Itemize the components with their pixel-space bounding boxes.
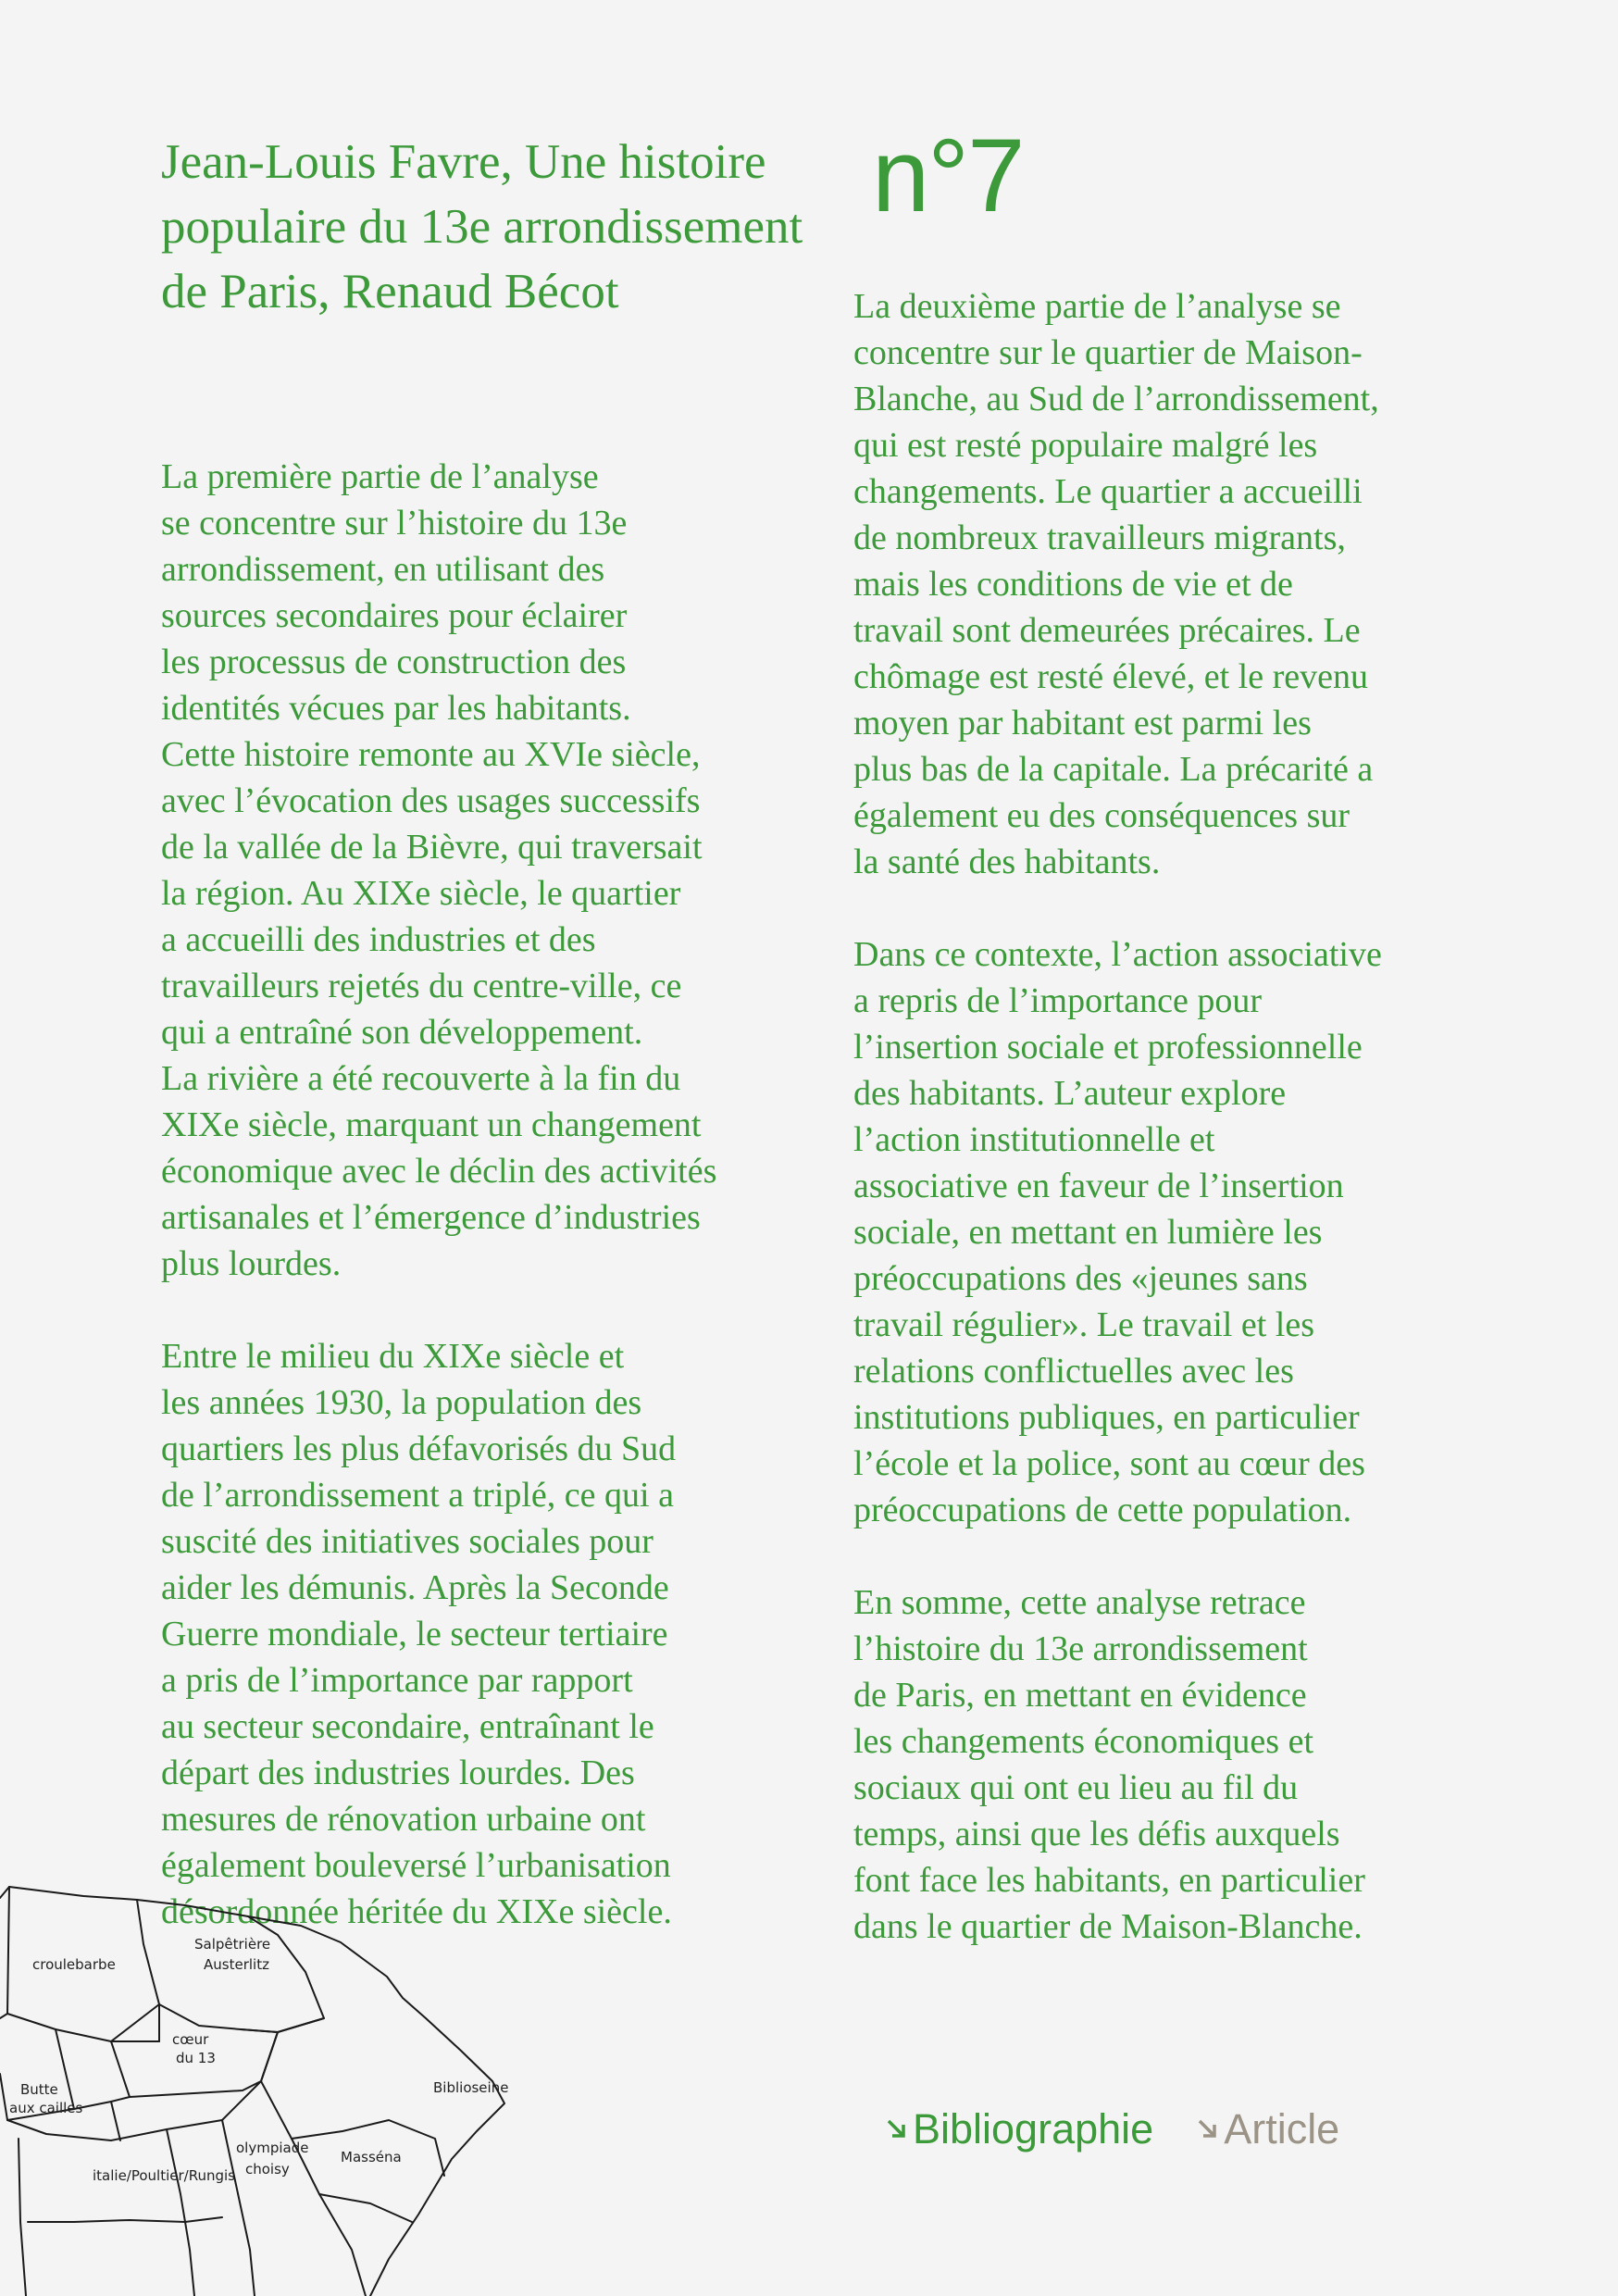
issue-number: n°7 xyxy=(872,118,1024,233)
navigation-links xyxy=(885,2102,1339,2157)
map-label-bibliotheque: Biblioseine xyxy=(433,2079,509,2096)
left-column xyxy=(161,454,828,1981)
arrow-down-right-icon xyxy=(1196,2117,1220,2141)
arrow-down-right-icon xyxy=(885,2117,909,2141)
paragraph: La première partie de l’analyse se concentre sur l’histoire du 13e arrondissement, en utilisant des sources secondaires pour éclairer les processus de construction des identités vécues par les habitants. Cette histoire remonte au XVIe siècle, avec l’évocation des usages successifs de la vallée de la Bièvre, qui traversait la région. Au XIXe siècle, le quartier a accueilli des industries et des travailleurs rejetés du centre-ville, ce qui a entraîné son développement. La rivière a été recouverte à la fin du XIXe siècle, marquant un changement économique avec le déclin des activités artisanales et l’émergence d’industries plus lourdes. xyxy=(161,457,717,1283)
paragraph: Entre le milieu du XIXe siècle et les années 1930, la population des quartiers les plus défavorisés du Sud de l’arrondissement a triplé, ce qui a suscité des initiatives sociales pour aider les démunis. Après la Seconde Guerre mondiale, le secteur tertiaire a pris de l’importance par rapport au secteur secondaire, entraînant le départ des industries lourdes. Des mesures de rénovation urbaine ont également bouleversé l’urbanisation désordonnée héritée du XIXe siècle. xyxy=(161,1337,677,1931)
map-label-du13: du 13 xyxy=(176,2050,216,2066)
article-label: Article xyxy=(1224,2105,1340,2152)
map-label-massena: Masséna xyxy=(341,2149,402,2165)
map-label-coeur: cœur xyxy=(172,2031,209,2048)
bibliographie-link[interactable] xyxy=(885,2102,1153,2157)
article-link[interactable] xyxy=(1196,2102,1339,2157)
map-label-olympiade: olympiade xyxy=(236,2140,309,2156)
district-map-sketch xyxy=(0,1787,518,2296)
bibliographie-label: Bibliographie xyxy=(913,2105,1154,2152)
paragraph: En somme, cette analyse retrace l’histoire du 13e arrondissement de Paris, en mettant en évidence les changements économiques et sociaux qui ont eu lieu au fil du temps, ainsi que les défis auxquels font face les habitants, en particulier dans le quartier de Maison-Blanche. xyxy=(853,1583,1365,1946)
map-label-croulebarbe: croulebarbe xyxy=(32,1956,116,1973)
map-label-butte: Butte xyxy=(20,2081,58,2098)
map-label-salpetriere: Salpêtrière xyxy=(194,1936,271,1953)
map-label-italie: italie/Poultier/Rungis xyxy=(93,2167,235,2184)
article-title: Jean-Louis Favre, Une histoire populaire du 13e arrondissement de Paris, Renaud Bécot xyxy=(161,135,803,318)
paragraph: La deuxième partie de l’analyse se concentre sur le quartier de Maison- Blanche, au Sud de l’arrondissement, qui est resté populaire malgré les changements. Le quartier a accueilli de nombreux travailleurs migrants, mais les conditions de vie et de travail sont demeurées précaires. Le chômage est resté élevé, et le revenu moyen par habitant est parmi les plus bas de la capitale. La précarité a également eu des conséquences sur la santé des habitants. xyxy=(853,287,1379,881)
map-label-aux-cailles: aux cailles xyxy=(9,2100,83,2116)
map-label-austerlitz: Austerlitz xyxy=(204,1956,269,1973)
paragraph: Dans ce contexte, l’action associative a repris de l’importance pour l’insertion sociale et professionnelle des habitants. L’auteur explore l’action institutionnelle et associative en faveur de l’insertion sociale, en mettant en lumière les préoccupations des «jeunes sans travail régulier». Le travail et les relations conflictuelles avec les institutions publiques, en particulier l’école et la police, sont au cœur des préoccupations de cette population. xyxy=(853,935,1382,1529)
map-label-choisy: choisy xyxy=(245,2161,290,2177)
right-column xyxy=(853,283,1483,1996)
